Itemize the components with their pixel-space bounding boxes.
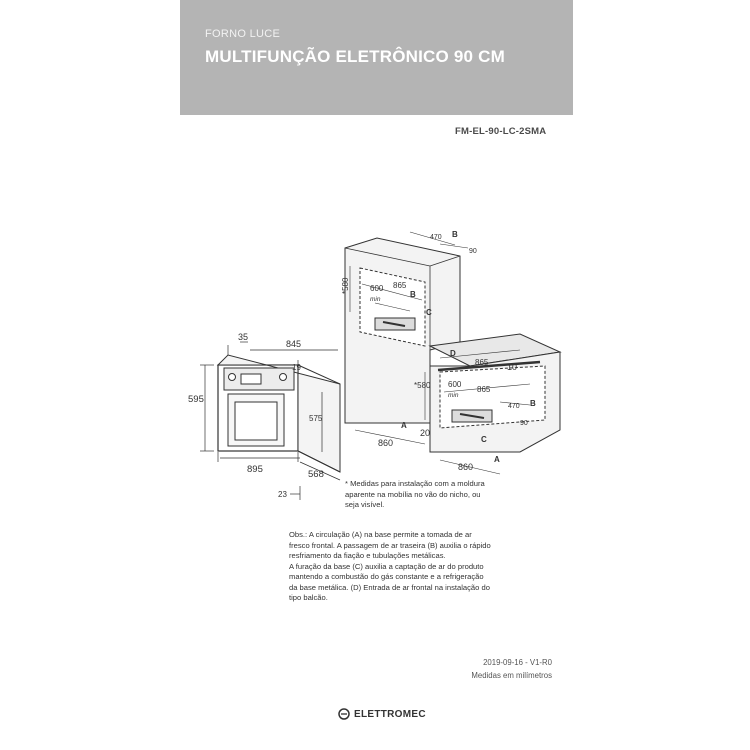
col-dim-470: 470 <box>430 234 442 241</box>
cnt-label-b: B <box>530 399 536 408</box>
col-dim-600: 600 <box>370 284 384 293</box>
obs-paragraph-2: A furação da base (C) auxilia a captação de ar do produto mantendo a combustão do gás constante e a refrigeração da base metálica. (D) Entrada de ar frontal na instalação do tipo balcão. <box>289 561 490 602</box>
observations <box>289 530 494 604</box>
col-dim-90: 90 <box>469 248 477 255</box>
cnt-label-d: D <box>450 349 456 358</box>
col-label-b-top: B <box>452 230 458 239</box>
cnt-dim-860: 860 <box>458 462 474 472</box>
counter-installation <box>425 334 560 474</box>
col-dim-20: 20 <box>420 428 431 438</box>
dim-19: 19 <box>292 363 301 372</box>
col-dim-580: *580 <box>341 277 350 294</box>
brand-logo <box>338 708 426 720</box>
cnt-dim-865: 865 <box>475 358 489 367</box>
col-label-b: B <box>410 290 416 299</box>
dim-845: 845 <box>286 339 302 349</box>
dim-575: 575 <box>309 414 323 423</box>
cnt-dim-10: 10 <box>507 362 518 372</box>
cnt-dim-600: 600 <box>448 380 462 389</box>
revision-date: 2019-09-16 - V1-R0 <box>483 658 552 667</box>
col-label-c: C <box>426 308 432 317</box>
obs-paragraph-1: Obs.: A circulação (A) na base permite a tomada de ar fresco frontal. A passagem de ar traseira (B) auxilia o rápido resfriamento da fiação e tubulações metálicas. <box>289 530 491 560</box>
dim-895: 895 <box>247 464 263 475</box>
cnt-label-c: C <box>481 435 487 444</box>
display-window <box>241 374 261 384</box>
cnt-dim-90: 90 <box>520 420 528 427</box>
col-label-a: A <box>401 421 407 430</box>
oven-window <box>235 402 277 440</box>
product-line: FORNO LUCE <box>205 28 281 40</box>
cnt-dim-865b: 865 <box>477 385 491 394</box>
knob-left <box>229 374 236 381</box>
col-dim-860: 860 <box>378 438 394 448</box>
page-title: MULTIFUNÇÃO ELETRÔNICO 90 CM <box>205 47 505 66</box>
dim-35: 35 <box>238 332 249 342</box>
installation-note: * Medidas para instalação com a moldura aparente na mobília no vão do nicho, ou seja visível. <box>345 479 485 509</box>
logo-text: ELETTROMEC <box>354 708 426 720</box>
dim-568: 568 <box>308 469 324 480</box>
cnt-dim-470: 470 <box>508 403 520 410</box>
cnt-dim-580: *580 <box>414 381 431 390</box>
units-note: Medidas em milímetros <box>471 671 552 680</box>
model-code: FM-EL-90-LC-2SMA <box>455 126 547 137</box>
dim-595: 595 <box>188 394 204 405</box>
elettromec-logo-icon <box>338 708 350 720</box>
cnt-label-a: A <box>494 455 500 464</box>
dim-23: 23 <box>278 490 287 499</box>
col-unit-min: min <box>370 296 381 303</box>
cnt-unit-min: min <box>448 392 459 399</box>
knob-right <box>280 374 287 381</box>
col-dim-865: 865 <box>393 281 407 290</box>
